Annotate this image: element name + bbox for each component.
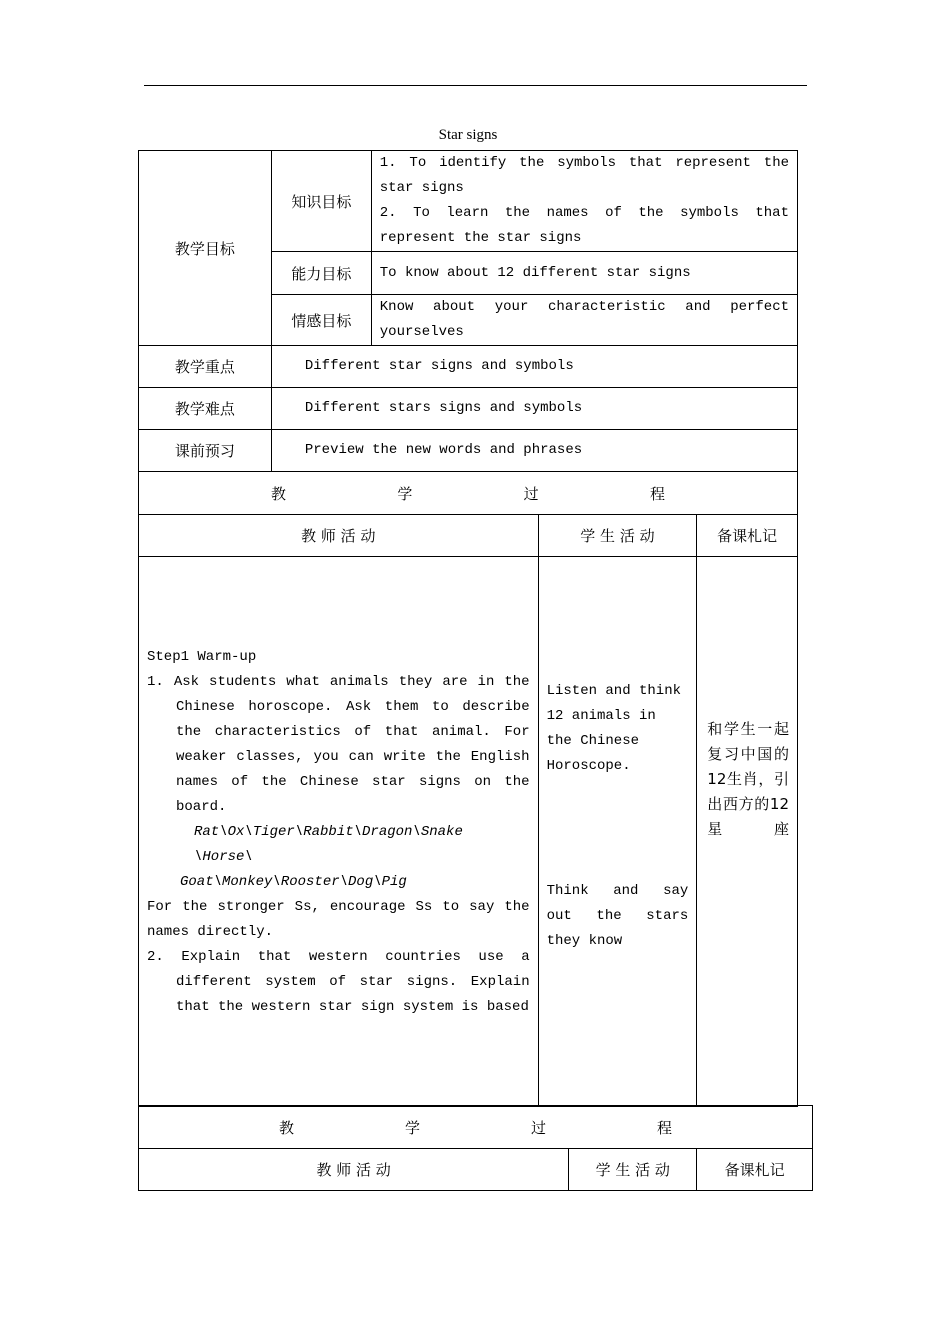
animals-line-2: Goat\Monkey\Rooster\Dog\Pig [180,874,407,890]
preview-text: Preview the new words and phrases [271,430,797,472]
header-rule [144,85,807,86]
process-heading-char: 程 [656,1118,672,1137]
emotion-text: Know about your characteristic and perfect yourselves [371,295,797,346]
teacher-item-2: 2. Explain that western countries use a different system of star signs. Explain that the western star sign system is based [147,949,530,1015]
ability-label: 能力目标 [271,252,371,295]
footer-notes-header: 备课札记 [697,1149,813,1191]
emotion-label: 情感目标 [271,295,371,346]
knowledge-item-1: 1. To identify the symbols that represent the star signs [379,155,789,196]
process-heading-char: 学 [397,484,413,503]
ability-text: To know about 12 different star signs [371,252,797,295]
process-heading-char: 过 [523,484,539,503]
difficulties-label: 教学难点 [139,388,272,430]
process-heading-char: 教 [271,484,287,503]
teacher-activity-header: 教 师 活 动 [139,515,539,557]
notes-cell: 和学生一起复习中国的12生肖，引出西方的12星座 [697,557,798,1107]
student-activity-header: 学 生 活 动 [538,515,697,557]
teacher-item-1: 1. Ask students what animals they are in the Chinese horoscope. Ask them to describe the characteristics of that animal. For weaker classes, you can write the English names of the Chinese star signs on the board. [147,674,530,815]
footer-teacher-header: 教 师 活 动 [139,1149,569,1191]
process-heading-char: 程 [649,484,665,503]
lesson-plan-table [138,150,798,1107]
student-activity-cell [538,557,697,1107]
objectives-label: 教学目标 [139,151,272,346]
key-points-text: Different star signs and symbols [271,346,797,388]
footer-student-header: 学 生 活 动 [569,1149,697,1191]
knowledge-label: 知识目标 [271,151,371,252]
animals-line-1: Rat\Ox\Tiger\Rabbit\Dragon\Snake \Horse\ [194,824,463,865]
process-heading-char: 过 [530,1118,546,1137]
stronger-students-text: For the stronger Ss, encourage Ss to say the names directly. [147,899,530,940]
process-heading [139,472,798,515]
knowledge-item-2: 2. To learn the names of the symbols that represent the star signs [379,205,789,246]
process-heading-char: 教 [279,1118,295,1137]
preview-label: 课前预习 [139,430,272,472]
student-activity-part-2: Think and say out the stars they know [546,883,689,949]
key-points-label: 教学重点 [139,346,272,388]
process-heading-char: 学 [404,1118,420,1137]
page-title: Star signs [438,127,498,143]
process-footer-table [138,1105,813,1191]
student-activity-part-1: Listen and think 12 animals in the Chinese Horoscope. [546,683,682,774]
step-title: Step1 Warm-up [147,649,257,665]
knowledge-text [371,151,797,252]
footer-process-heading [139,1106,813,1149]
difficulties-text: Different stars signs and symbols [271,388,797,430]
notes-header: 备课札记 [697,515,798,557]
teacher-activity-cell [139,557,539,1107]
